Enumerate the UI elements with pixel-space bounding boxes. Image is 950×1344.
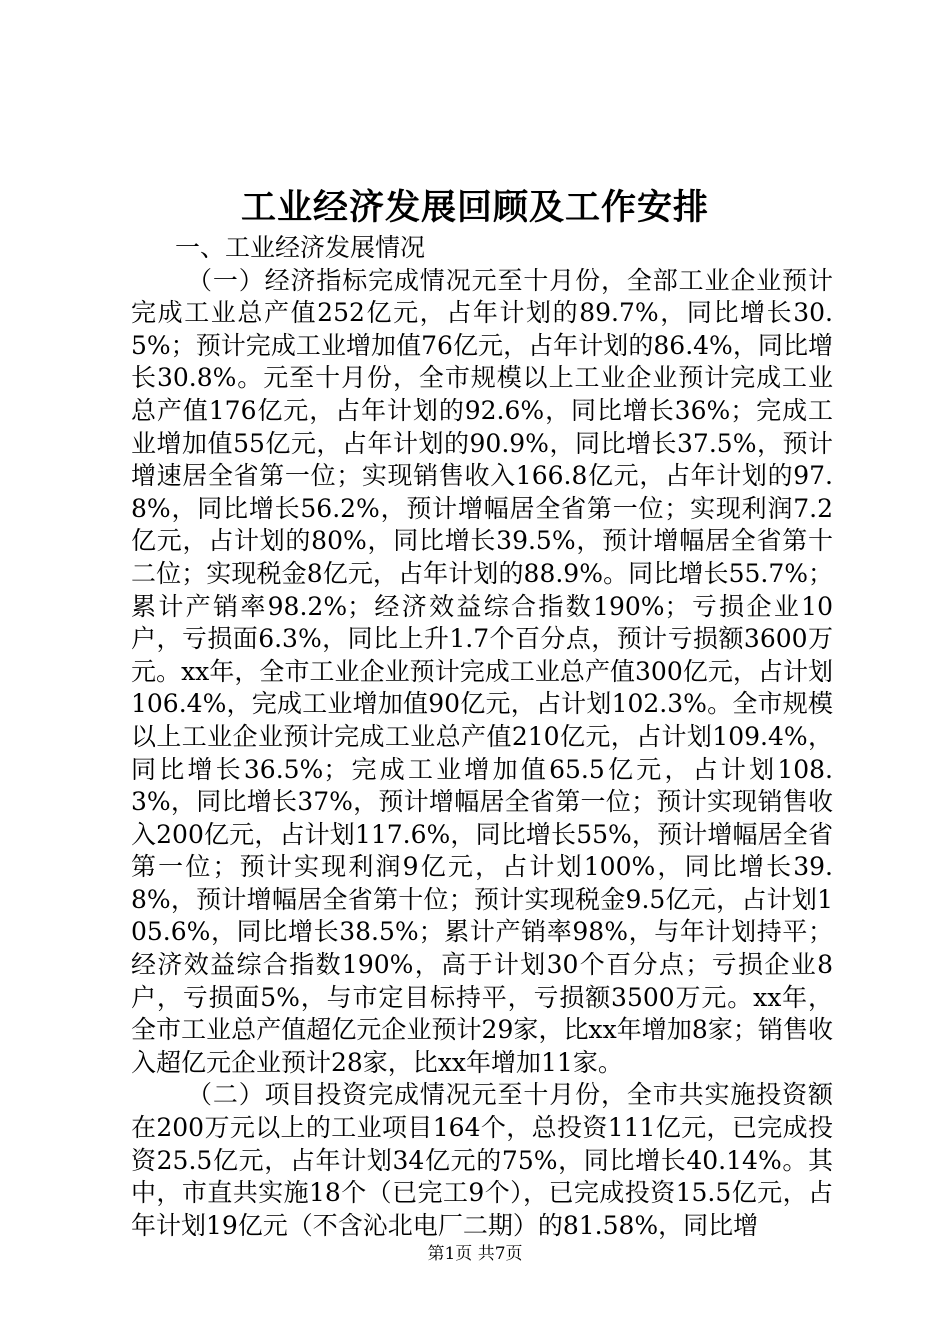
section-heading: 一、工业经济发展情况 xyxy=(175,233,426,262)
document-title: 工业经济发展回顾及工作安排 xyxy=(240,187,709,228)
paragraph-economic-indicators: （一）经济指标完成情况元至十月份，全部工业企业预计完成工业总产值252亿元，占年计划的89.7%，同比增长30.5%；预计完成工业增加值76亿元，占年计划的86.4%，同比增长30.8%。元至十月份，全市规模以上工业企业预计完成工业总产值176亿元，占年计划的92.6%，同比增长36%；完成工业增加值55亿元，占年计划的90.9%，同比增长37.5%，预计增速居全省第一位；实现销售收入166.8亿元，占年计划的97.8%，同比增长56.2%，预计增幅居全省第一位；实现利润7.2亿元，占计划的80%，同比增长39.5%，预计增幅居全省第十二位；实现税金8亿元，占年计划的88.9%。同比增长55.7%；累计产销率98.2%；经济效益综合指数190%；亏损企业10户，亏损面6.3%，同比上升1.7个百分点，预计亏损额3600万元。xx年，全市工业企业预计完成工业总产值300亿元，占计划106.4%，完成工业增加值90亿元，占计划102.3%。全市规模以上工业企业预计完成工业总产值210亿元，占计划109.4%，同比增长36.5%；完成工业增加值65.5亿元，占计划108.3%，同比增长37%，预计增幅居全省第一位；预计实现销售收入200亿元，占计划117.6%，同比增长55%，预计增幅居全省第一位；预计实现利润9亿元，占计划100%，同比增长39.8%，预计增幅居全省第十位；预计实现税金9.5亿元，占计划105.6%，同比增长38.5%；累计产销率98%，与年计划持平；经济效益综合指数190%，高于计划30个百分点；亏损企业8户，亏损面5%，与市定目标持平，亏损额3500万元。xx年，全市工业总产值超亿元企业预计29家，比xx年增加8家；销售收入超亿元企业预计28家，比xx年增加11家。 xyxy=(131,265,833,1077)
page-number-footer: 第1页 共7页 xyxy=(427,1244,523,1264)
paragraph-project-investment: （二）项目投资完成情况元至十月份，全市共实施投资额在200万元以上的工业项目164个，总投资111亿元，已完成投资25.5亿元，占年计划34亿元的75%，同比增长40.14%。其中，市直共实施18个（已完工9个），已完成投资15.5亿元，占年计划19亿元（不含沁北电厂二期）的81.58%，同比增 xyxy=(131,1080,833,1240)
document-body xyxy=(131,232,833,1242)
